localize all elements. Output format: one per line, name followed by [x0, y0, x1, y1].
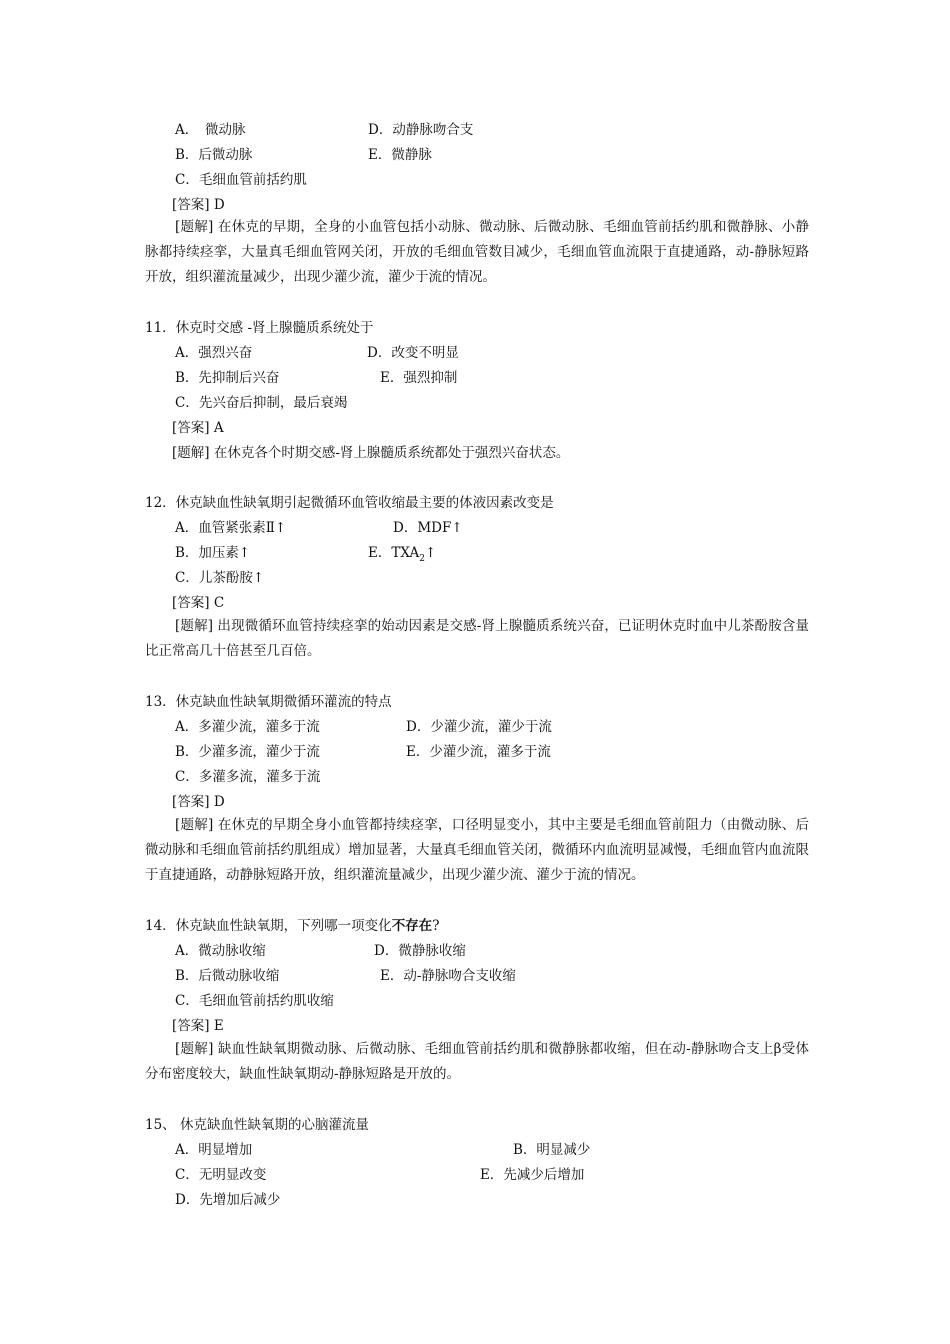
q11-option-e: E．强烈抑制: [380, 370, 458, 386]
q11-option-c: C．先兴奋后抑制，最后衰竭: [175, 395, 348, 411]
q15-option-a: A．明显增加: [175, 1142, 253, 1158]
q12-option-e: [368, 543, 436, 569]
q10-option-c: C．毛细血管前括约肌: [175, 172, 307, 188]
q14-explanation: [题解] 缺血性缺氧期微动脉、后微动脉、毛细血管前括约肌和微静脉都收缩，但在动-静脉吻合支上β受体分布密度较大，缺血性缺氧期动-静脉短路是开放的。: [145, 1041, 809, 1082]
q14-answer: [答案] E: [172, 1018, 224, 1034]
q12-option-a: A．血管紧张素Ⅱ↑: [175, 520, 287, 536]
q14-option-c: C．毛细血管前括约肌收缩: [175, 993, 334, 1009]
q14-question-mark: ?: [432, 918, 440, 934]
q10-option-b: B．后微动脉: [175, 147, 253, 163]
q10-answer: [答案] D: [172, 197, 225, 213]
q15-question: 15、 休克缺血性缺氧期的心脑灌流量: [145, 1117, 369, 1133]
q10-explanation: [题解] 在休克的早期，全身的小血管包括小动脉、微动脉、后微动脉、毛细血管前括约肌和微静脉、小静脉都持续痉挛，大量真毛细血管网关闭，开放的毛细血管数目减少，毛细血管血流限于直捷通路，动-静脉短路开放，组织灌流量减少，出现少灌少流，灌少于流的情况。: [145, 219, 809, 285]
q11-option-b: B．先抑制后兴奋: [175, 370, 280, 386]
q11-explanation: [题解] 在休克各个时期交感-肾上腺髓质系统都处于强烈兴奋状态。: [172, 445, 570, 461]
q15-option-b: B．明显减少: [513, 1142, 591, 1158]
q13-option-a: A．多灌少流，灌多于流: [175, 719, 320, 735]
q14-option-b: B．后微动脉收缩: [175, 968, 280, 984]
q13-option-b: B．少灌多流，灌少于流: [175, 744, 320, 760]
q15-option-c: C．无明显改变: [175, 1167, 267, 1183]
q12-option-e-text: E．TXA: [368, 545, 420, 561]
q14-question-emphasis: 不存在: [391, 918, 433, 934]
q13-explanation: [题解] 在休克的早期全身小血管都持续痉挛，口径明显变小，其中主要是毛细血管前阻力（由微动脉、后微动脉和毛细血管前括约肌组成）增加显著，大量真毛细血管关闭，微循环内血流明显减慢，毛细血管内血流限于直捷通路，动静脉短路开放，组织灌流量减少，出现少灌少流、灌少于流的情况。: [145, 817, 809, 883]
q13-answer: [答案] D: [172, 794, 225, 810]
q13-option-d: D．少灌少流，灌少于流: [406, 719, 552, 735]
q15-option-e: E．先减少后增加: [480, 1167, 585, 1183]
q10-option-e: E．微静脉: [368, 147, 432, 163]
q14-question: [145, 916, 439, 936]
q12-answer: [答案] C: [172, 595, 225, 611]
q12-question: 12．休克缺血性缺氧期引起微循环血管收缩最主要的体液因素改变是: [145, 495, 554, 511]
q14-option-e: E．动-静脉吻合支收缩: [380, 968, 516, 984]
q12-option-e-arrow: ↑: [424, 545, 437, 561]
q10-option-d: D．动静脉吻合支: [368, 122, 474, 138]
q13-question: 13．休克缺血性缺氧期微循环灌流的特点: [145, 694, 392, 710]
q13-option-e: E．少灌少流，灌多于流: [406, 744, 551, 760]
q14-option-a: A．微动脉收缩: [175, 943, 266, 959]
q12-option-d: D．MDF↑: [393, 520, 463, 536]
q12-option-b: B．加压素↑: [175, 545, 251, 561]
q13-option-c: C．多灌多流，灌多于流: [175, 769, 321, 785]
q11-answer: [答案] A: [172, 420, 224, 436]
q12-explanation: [题解] 出现微循环血管持续痉挛的始动因素是交感-肾上腺髓质系统兴奋，已证明休克时血中儿茶酚胺含量比正常高几十倍甚至几百倍。: [145, 618, 809, 659]
q15-option-d: D．先增加后减少: [175, 1192, 281, 1208]
q11-question: 11．休克时交感 -肾上腺髓质系统处于: [145, 320, 374, 336]
q10-option-a: A． 微动脉: [175, 122, 246, 138]
q11-option-a: A．强烈兴奋: [175, 345, 253, 361]
q12-option-e-subscript: 2: [419, 554, 425, 564]
q12-option-c: C．儿茶酚胺↑: [175, 570, 265, 586]
q11-option-d: D．改变不明显: [367, 345, 459, 361]
q14-question-text: 14．休克缺血性缺氧期，下列哪一项变化: [145, 918, 392, 934]
q14-option-d: D．微静脉收缩: [374, 943, 466, 959]
